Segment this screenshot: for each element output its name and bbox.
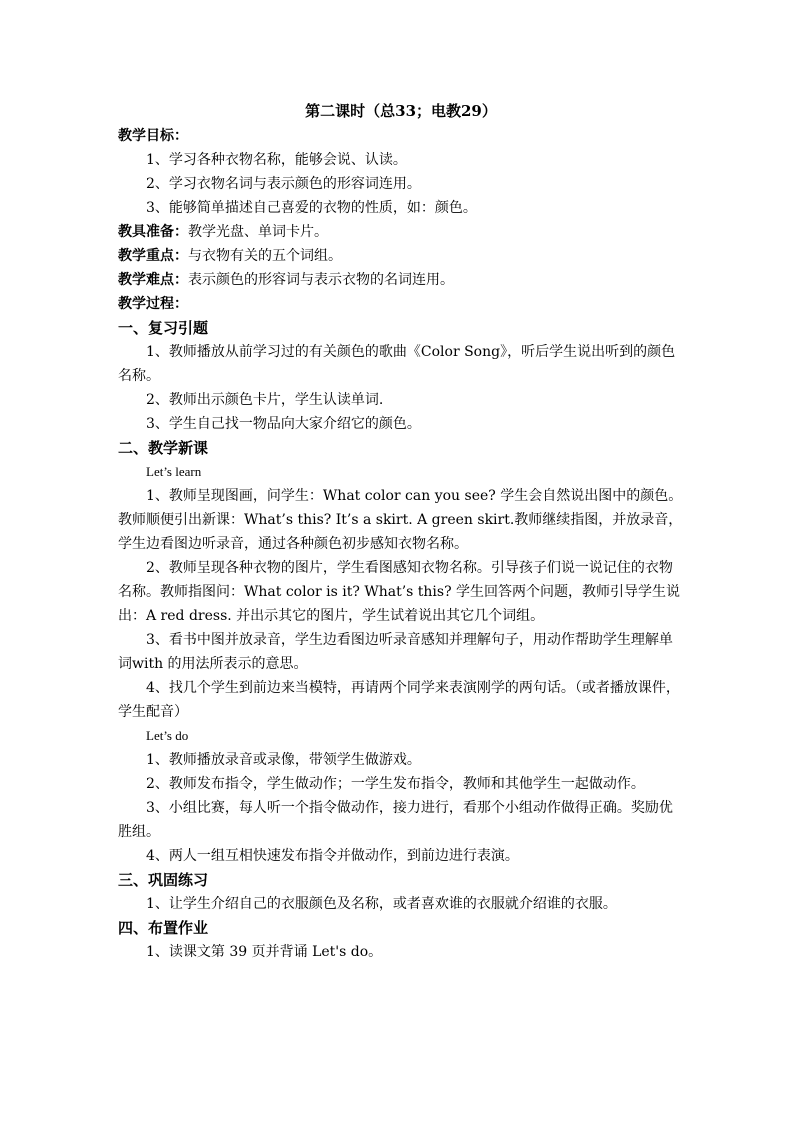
- difficult-label: 教学难点：: [118, 272, 188, 288]
- prep-label: 教具准备：: [118, 224, 188, 240]
- objectives-label: 教学目标：: [118, 128, 188, 144]
- section-heading: 三、巩固练习: [118, 871, 209, 889]
- prep-row: [118, 220, 684, 244]
- difficult-text: 表示颜色的形容词与表示衣物的名词连用。: [188, 272, 454, 288]
- section2-item: 2、教师呈现各种衣物的图片，学生看图感知衣物名称。引导孩子们说一说记住的衣物名称。教师指图问：What color is it? What’s this? 学生回答两个问题，教师引导学生说出：A red dress. 并出示其它的图片，学生试着说出其它几个词组。: [118, 560, 681, 624]
- section2-item: 1、教师呈现图画，问学生：What color can you see? 学生会自然说出图中的颜色。教师顺便引出新课：What’s this? It’s a skirt. A green skirt.教师继续指图，并放录音，学生边看图边听录音，通过各种颜色初步感知衣物名称。: [118, 488, 683, 552]
- key-label: 教学重点：: [118, 248, 188, 264]
- section1-item: 1、教师播放从前学习过的有关颜色的歌曲《Color Song》，听后学生说出听到的颜色名称。: [118, 344, 676, 384]
- section3-item: 1、让学生介绍自己的衣服颜色及名称，或者喜欢谁的衣服就介绍谁的衣服。: [146, 896, 617, 912]
- section1-item: 2、教师出示颜色卡片，学生认读单词.: [146, 392, 384, 408]
- objective-item: 1、学习各种衣物名称，能够会说、认读。: [146, 152, 407, 168]
- subsection-label: Let’s do: [146, 728, 189, 743]
- section4-item: 1、读课文第 39 页并背诵 Let's do。: [146, 944, 383, 960]
- objective-item: 3、能够简单描述自己喜爱的衣物的性质，如：颜色。: [146, 200, 477, 216]
- difficult-row: [118, 268, 684, 292]
- section2-item: 3、看书中图并放录音，学生边看图边听录音感知并理解句子，用动作帮助学生理解单词with 的用法所表示的意思。: [118, 632, 673, 672]
- key-text: 与衣物有关的五个词组。: [188, 248, 342, 264]
- objective-item: 2、学习衣物名词与表示颜色的形容词连用。: [146, 176, 421, 192]
- section2-item: 1、教师播放录音或录像，带领学生做游戏。: [146, 752, 421, 768]
- lesson-title: 第二课时（总33；电教29）: [305, 102, 497, 120]
- prep-text: 教学光盘、单词卡片。: [188, 224, 328, 240]
- subsection-label: Let’s learn: [146, 464, 202, 479]
- key-row: [118, 244, 684, 268]
- document-page: [118, 100, 684, 964]
- process-label: 教学过程：: [118, 296, 188, 312]
- section-heading: 一、复习引题: [118, 319, 209, 337]
- section2-item: 3、小组比赛，每人听一个指令做动作，接力进行，看那个小组动作做得正确。奖励优胜组。: [118, 800, 673, 840]
- section2-item: 4、找几个学生到前边来当模特，再请两个同学来表演刚学的两句话。（或者播放课件，学生配音）: [118, 680, 680, 720]
- section2-item: 4、两人一组互相快速发布指令并做动作，到前边进行表演。: [146, 848, 519, 864]
- section-heading: 二、教学新课: [118, 439, 209, 457]
- section1-item: 3、学生自己找一物品向大家介绍它的颜色。: [146, 416, 421, 432]
- section-heading: 四、布置作业: [118, 919, 209, 937]
- section2-item: 2、教师发布指令，学生做动作；一学生发布指令，教师和其他学生一起做动作。: [146, 776, 645, 792]
